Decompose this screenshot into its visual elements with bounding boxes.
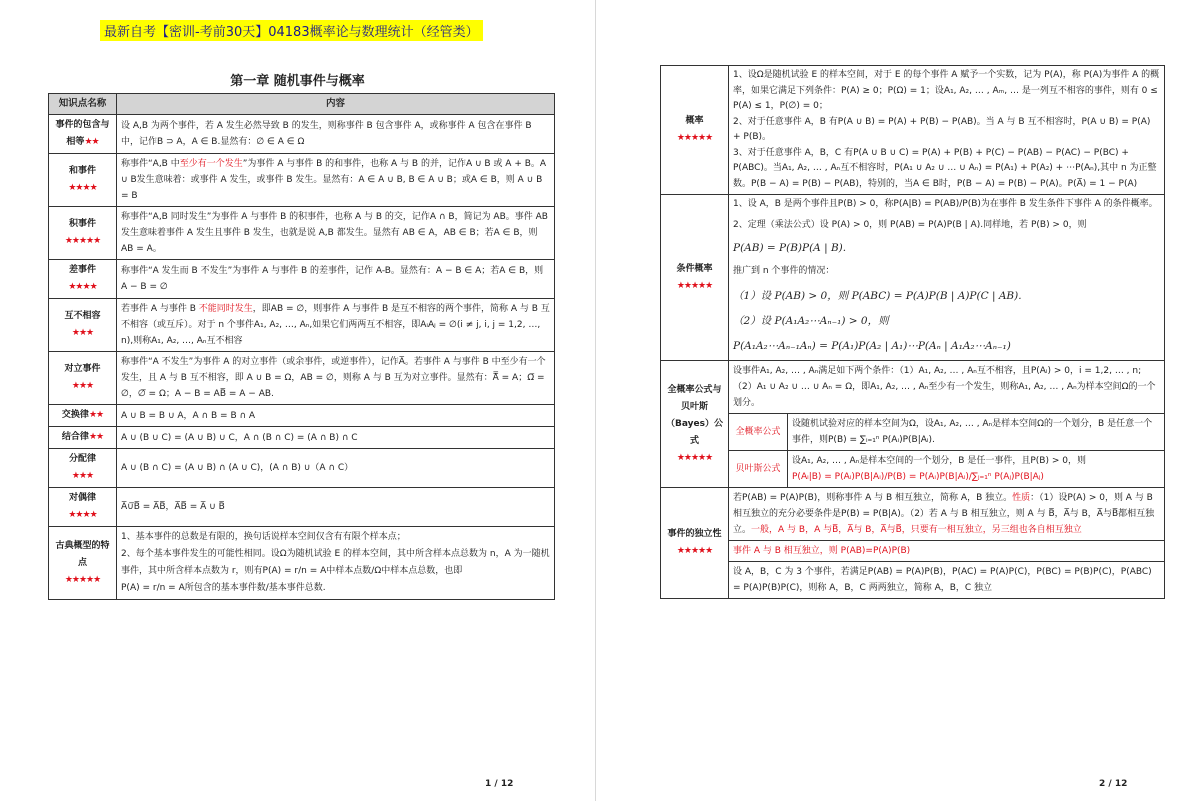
page-1	[0, 0, 595, 801]
topic-content: 1、设Ω是随机试验 E 的样本空间，对于 E 的每个事件 A 赋予一个实数，记为 P(A)，称 P(A)为事件 A 的概率，如果它满足下列条件：P(A) ≥ 0；P(Ω) = 1；设A₁, A₂, … , Aₘ, … 是一列互不相容的事件，则有 0 ≤ P(A) ≤ 1，P(∅) = 0； 2、对于任意事件 A，B 有P(A ∪ B) = P(A) + P(B) − P(AB)。当 A 与 B 互不相容时，P(A ∪ B) = P(A) + P(B)。 3、对于任意事件 A，B，C 有P(A ∪ B ∪ C) = P(A) + P(B) + P(C) − P(AB) − P(AC) − P(BC) + P(ABC)。当A₁, A₂, … , Aₙ互不相容时，P(A₁ ∪ A₂ ∪ … ∪ Aₙ) = P(A₁) + P(A₂) + ⋯P(Aₙ),其中 n 为正整数。P(B − A) = P(B) − P(AB)，特别的，当A ∈ B时，P(B − A) = P(B) − P(A)。P(A̅) = 1 − P(A)	[729, 66, 1165, 195]
star-rating: ★★★★★	[676, 452, 713, 463]
subtopic-name: 贝叶斯公式	[729, 451, 788, 488]
topic-content: 若事件 A 与事件 B 不能同时发生，即AB = ∅，则事件 A 与事件 B 是互不相容的两个事件，简称 A 与 B 互不相容（或互斥）。对于 n 个事件A₁, A₂, …, Aₙ,如果它们两两互不相容，即AᵢAⱼ = ∅(i ≠ j, i, j = 1,2, …, n),则称A₁, A₂, …, Aₙ互不相容	[117, 299, 555, 352]
topic-name: 积事件 ★★★★★	[49, 207, 117, 260]
subtopic-content: 设A₁, A₂, … , Aₙ是样本空间的一个划分，B 是任一事件，且P(B) > 0，则 P(Aᵢ|B) = P(Aᵢ)P(B|Aᵢ)/P(B) = P(Aᵢ)P(B|Aᵢ)/∑ⱼ₌₁ⁿ P(Aⱼ)P(B|Aⱼ)	[788, 451, 1165, 488]
table-row	[661, 66, 1165, 195]
topic-content: 1、基本事件的总数是有限的，换句话说样本空间仅含有有限个样本点； 2、每个基本事件发生的可能性相同。设Ω为随机试验 E 的样本空间，其中所含样本点总数为 n，A 为一随机事件，其中所含样本点数为 r，则有P(A) = r/n = A中样本点数/Ω中样本点总数，也即 P(A) = r/n = A所包含的基本事件数/基本事件总数.	[117, 527, 555, 600]
formula-subtable	[729, 413, 1164, 487]
topic-content: 设事件A₁, A₂, … , Aₙ满足如下两个条件：（1）A₁, A₂, … , Aₙ互不相容，且P(Aᵢ) > 0，i = 1,2, … , n;（2）A₁ ∪ A₂ ∪ … ∪ Aₙ = Ω，即A₁, A₂, … , Aₙ至少有一个发生，则称A₁, A₂, … , Aₙ为样本空间Ω的一个划分。 全概率公式 设随机试验对应的样本空间为Ω，设A₁, A₂, … , Aₙ是样本空间Ω的一个划分，B 是任意一个事件，则P(B) = ∑ᵢ₌₁ⁿ P(Aᵢ)P(B|Aᵢ). 贝叶斯公式 设A₁, A₂, … , Aₙ是样本空间的一个划分，B 是任一事件，且P(B) > 0，则 P(Aᵢ|B) = P(Aᵢ)P(B|Aᵢ)/P(B) = P(Aᵢ)P(B|Aᵢ)/∑ⱼ₌₁ⁿ P(Aⱼ)P(B|Aⱼ)	[729, 361, 1165, 488]
star-rating: ★★	[84, 137, 99, 147]
topic-content: 称事件“A,B 同时发生”为事件 A 与事件 B 的积事件，也称 A 与 B 的交，记作A ∩ B，简记为 AB。事件 AB 发生意味着事件 A 发生且事件 B 发生，也就是说 A,B 都发生。显然有 AB ∈ A，AB ∈ B；若A ∈ B，则 AB = A。	[117, 207, 555, 260]
table-row	[661, 361, 1165, 488]
subtopic-name: 全概率公式	[729, 414, 788, 451]
table-row	[49, 488, 555, 527]
topic-content: A ∪ (B ∩ C) = (A ∪ B) ∩ (A ∪ C)，(A ∩ B) ∪（A ∩ C）	[117, 449, 555, 488]
topic-name: 互不相容 ★★★	[49, 299, 117, 352]
topic-content: 称事件“A,B 中至少有一个发生”为事件 A 与事件 B 的和事件，也称 A 与 B 的并，记作A ∪ B 或 A + B。A ∪ B发生意味着：或事件 A 发生，或事件 B 发生。显然有：A ∈ A ∪ B, B ∈ A ∪ B；或A ∈ B，则 A ∪ B = B	[117, 154, 555, 207]
topic-name: 和事件 ★★★★	[49, 154, 117, 207]
topic-name: 结合律★★	[49, 427, 117, 449]
star-rating: ★★★★★	[676, 280, 713, 291]
topic-content: A ∪ (B ∪ C) = (A ∪ B) ∪ C，A ∩ (B ∩ C) = (A ∩ B) ∩ C	[117, 427, 555, 449]
topic-name: 对偶律 ★★★★	[49, 488, 117, 527]
star-rating: ★★★★	[68, 282, 97, 292]
table-row	[661, 488, 1165, 599]
table-row	[49, 449, 555, 488]
table-row	[49, 527, 555, 600]
chapter-title: 第一章 随机事件与概率	[230, 74, 365, 89]
topic-content: A ∪ B = B ∪ A，A ∩ B = B ∩ A	[117, 405, 555, 427]
topic-content: 设 A,B 为两个事件，若 A 发生必然导致 B 的发生，则称事件 B 包含事件 A，或称事件 A 包含在事件 B 中，记作B ⊃ A，A ∈ B.显然有：∅ ∈ A ∈ Ω	[117, 115, 555, 154]
subtable-row	[729, 414, 1164, 451]
star-rating: ★★★	[71, 328, 94, 338]
topic-content: 称事件“A 不发生”为事件 A 的对立事件（或余事件，或逆事件），记作A̅。若事件 A 与事件 B 中至少有一个发生，且 A 与 B 互不相容，即 A ∪ B = Ω，AB = ∅，则称 A 与 B 互为对立事件。显然有：A̿ = A；Ω̅ = ∅，∅̅ = Ω；A − B = AB̅ = A − AB.	[117, 352, 555, 405]
topic-name: 分配律 ★★★	[49, 449, 117, 488]
table-row	[49, 405, 555, 427]
star-rating: ★★★	[71, 381, 94, 391]
table-row	[49, 207, 555, 260]
page-number: 1 / 12	[485, 779, 514, 789]
topic-name: 全概率公式与贝叶斯（Bayes）公式 ★★★★★	[661, 361, 729, 488]
col-header-name: 知识点名称	[49, 94, 117, 115]
knowledge-table-1	[48, 93, 555, 600]
topic-content: 若P(AB) = P(A)P(B)，则称事件 A 与 B 相互独立，简称 A，B 独立。性质：（1）设P(A) > 0，则 A 与 B 相互独立的充分必要条件是P(B) = P(B|A)。（2）若 A 与 B 相互独立，则 A 与 B̅，A̅与 B，A̅与B̅都相互独立。一般，A 与 B，A 与B̅，A̅与 B，A̅与B̅，只要有一相互独立，另三组也各自相互独立 事件 A 与 B 相互独立，则 P(AB)=P(A)P(B) 设 A，B，C 为 3 个事件，若满足P(AB) = P(A)P(B)，P(AC) = P(A)P(C)，P(BC) = P(B)P(C)，P(ABC) = P(A)P(B)P(C)，则称 A，B，C 两两独立，简称 A，B，C 独立	[729, 488, 1165, 599]
star-rating: ★★★★★	[676, 133, 713, 143]
col-header-content: 内容	[117, 94, 555, 115]
topic-name: 差事件 ★★★★	[49, 260, 117, 299]
table-row	[49, 299, 555, 352]
page-2	[596, 0, 1191, 801]
topic-name: 古典概型的特点 ★★★★★	[49, 527, 117, 600]
star-rating: ★★★★★	[676, 546, 713, 556]
subtopic-content: 设随机试验对应的样本空间为Ω，设A₁, A₂, … , Aₙ是样本空间Ω的一个划分，B 是任意一个事件，则P(B) = ∑ᵢ₌₁ⁿ P(Aᵢ)P(B|Aᵢ).	[788, 414, 1165, 451]
topic-content: 1、设 A，B 是两个事件且P(B) > 0，称P(A|B) = P(AB)/P(B)为在事件 B 发生条件下事件 A 的条件概率。 2、定理（乘法公式）设 P(A) > 0，则 P(AB) = P(A)P(B | A).同样地，若 P(B) > 0，则 P(AB) = P(B)P(A | B). 推广到 n 个事件的情况： （1）设 P(AB) > 0，则 P(ABC) = P(A)P(B | A)P(C | AB). （2）设 P(A₁A₂⋯Aₙ₋₁) > 0，则 P(A₁A₂⋯Aₙ₋₁Aₙ) = P(A₁)P(A₂ | A₁)⋯P(Aₙ | A₁A₂⋯Aₙ₋₁)	[729, 195, 1165, 361]
star-rating: ★★	[88, 410, 104, 420]
topic-name: 条件概率 ★★★★★	[661, 195, 729, 361]
star-rating: ★★★★	[68, 510, 97, 520]
topic-content: 称事件“A 发生而 B 不发生”为事件 A 与事件 B 的差事件，记作 A-B。显然有：A − B ∈ A；若A ∈ B，则 A − B = ∅	[117, 260, 555, 299]
topic-name: 概率 ★★★★★	[661, 66, 729, 195]
star-rating: ★★★	[71, 471, 94, 481]
table-row	[49, 154, 555, 207]
knowledge-table-2	[660, 65, 1165, 599]
table-header-row	[49, 94, 555, 115]
topic-name: 事件的包含与相等★★	[49, 115, 117, 154]
topic-name: 对立事件 ★★★	[49, 352, 117, 405]
topic-name: 事件的独立性 ★★★★★	[661, 488, 729, 599]
topic-name: 交换律★★	[49, 405, 117, 427]
subtable-row	[729, 451, 1164, 488]
table-row	[49, 427, 555, 449]
star-rating: ★★★★★	[64, 574, 101, 585]
page-number: 2 / 12	[1099, 779, 1128, 789]
table-row	[49, 352, 555, 405]
table-row	[49, 260, 555, 299]
topic-content: A̅∪̅B̅ = A̅B̅，A̅B̅ = A̅ ∪ B̅	[117, 488, 555, 527]
star-rating: ★★	[88, 432, 104, 442]
table-row	[49, 115, 555, 154]
star-rating: ★★★★	[68, 183, 97, 193]
table-row	[661, 195, 1165, 361]
star-rating: ★★★★★	[64, 236, 101, 246]
document-header: 最新自考【密训-考前30天】04183概率论与数理统计（经管类）	[100, 20, 483, 41]
